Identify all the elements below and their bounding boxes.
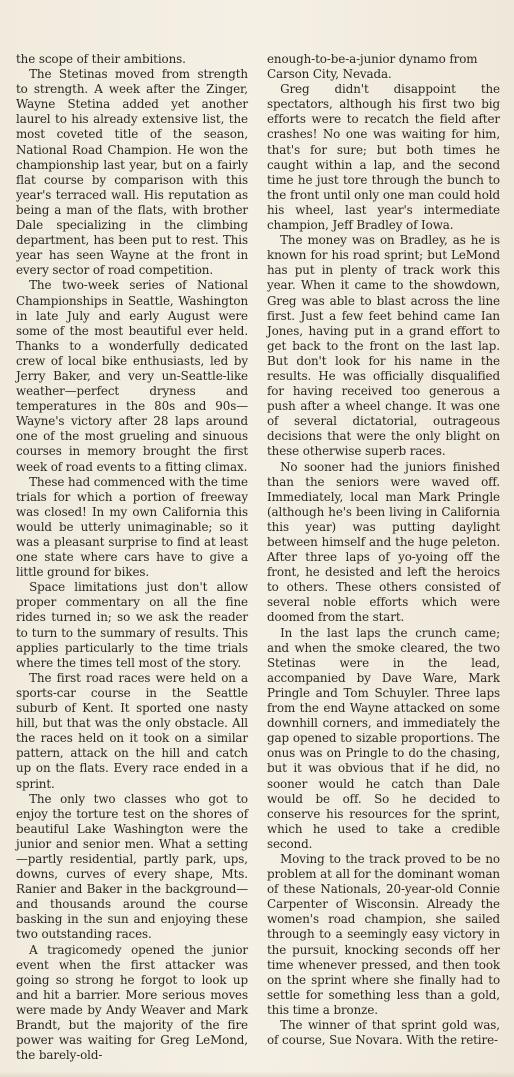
paragraph: enough-to-be-a-junior dynamo from Carson City, Nevada. <box>267 52 478 82</box>
page-bottom-edge <box>0 1071 514 1077</box>
paragraph: The winner of that sprint gold was, of course, Sue Novara. With the retire- <box>267 1018 500 1048</box>
paragraph: Greg didn't disappoint the spectators, although his first two big efforts were to recatch the field after crashes! No one was waiting for him, that's for sure; but both times he caught within a lap, and the second time he just tore through the bunch to the front until only one man could hold his wheel, last year's intermediate champion, Jeff Bradley of Iowa. <box>267 82 500 233</box>
paragraph: The only two classes who got to enjoy the torture test on the shores of beautiful Lake Washington were the junior and senior men. What a setting—partly residential, partly park, ups, downs, curves of every shape, Mts. Ranier and Baker in the background—and thousands around the course basking in the sun and enjoying these two outstanding races. <box>16 791 248 942</box>
paragraph: The money was on Bradley, as he is known for his road sprint; but LeMond has put in plenty of track work this year. When it came to the showdown, Greg was able to blast across the line first. Just a few feet behind came Ian Jones, having put in a grand effort to get back to the front on the last lap. But don't look for his name in the results. He was officially disqualified for having received too generous a push after a wheel change. It was one of several dictatorial, outrageous decisions that were the only blight on these otherwise superb races. <box>267 233 500 459</box>
paragraph: The two-week series of National Championships in Seattle, Washington in late July and early August were some of the most beautiful ever held. Thanks to a wonderfully dedicated crew of local bike enthusiasts, led by Jerry Baker, and very un-Seattle-like weather—perfect dryness and temperatures in the 80s and 90s—Wayne's victory after 28 laps around one of the most grueling and sinuous courses in memory brought the first week of road events to a fitting climax. <box>16 278 248 474</box>
paragraph: In the last laps the crunch came; and when the smoke cleared, the two Stetinas were in the lead, accompanied by Dave Ware, Mark Pringle and Tom Schuyler. Three laps from the end Wayne attacked on some downhill corners, and immediately the gap opened to sizable proportions. The onus was on Pringle to do the chasing, but it was obvious that if he did, no sooner would he catch than Dale would be off. So he decided to conserve his resources for the sprint, which he used to take a credible second. <box>267 625 500 851</box>
paragraph: The Stetinas moved from strength to strength. A week after the Zinger, Wayne Stetina added yet another laurel to his already extensive list, the most coveted title of the season, National Road Champion. He won the championship last year, but on a fairly flat course by comparison with this year's terraced wall. His reputation as being a man of the flats, with brother Dale specializing in the climbing department, has been put to rest. This year has seen Wayne at the front in every sector of road competition. <box>16 67 248 278</box>
paragraph: These had commenced with the time trials for which a portion of freeway was closed! In my own California this would be utterly unimaginable; so it was a pleasant surprise to find at least one state where cars have to give a little ground for bikes. <box>16 474 248 580</box>
article-column-right <box>267 52 500 1048</box>
paragraph: the scope of their ambitions. <box>16 52 186 66</box>
paragraph: Moving to the track proved to be no problem at all for the dominant woman of these Nationals, 20-year-old Connie Carpenter of Wisconsin. Already the women's road champion, she sailed through to a seemingly easy victory in the pursuit, knocking seconds off her time whenever pressed, and then took on the sprint where she finally had to settle for something less than a gold, this time a bronze. <box>267 851 500 1017</box>
paragraph: The first road races were held on a sports-car course in the Seattle suburb of Kent. It sported one nasty hill, but that was the only obstacle. All the races held on it took on a similar pattern, attack on the hill and catch up on the flats. Every race ended in a sprint. <box>16 670 248 791</box>
paragraph: No sooner had the juniors finished than the seniors were waved off. Immediately, local man Mark Pringle (although he's been living in California this year) was putting daylight between himself and the huge peleton. After three laps of yo-yoing off the front, he desisted and left the heroics to others. These others consisted of several noble efforts which were doomed from the start. <box>267 459 500 625</box>
paragraph: Space limitations just don't allow proper commentary on all the fine rides turned in; so we ask the reader to turn to the summary of results. This applies particularly to the time trials where the times tell most of the story. <box>16 580 248 670</box>
paragraph: A tragicomedy opened the junior event when the first attacker was going so strong he forgot to look up and hit a barrier. More serious moves were made by Andy Weaver and Mark Brandt, but the majority of the fire power was waiting for Greg LeMond, the barely-old- <box>16 942 248 1063</box>
article-column-left <box>16 52 248 1063</box>
